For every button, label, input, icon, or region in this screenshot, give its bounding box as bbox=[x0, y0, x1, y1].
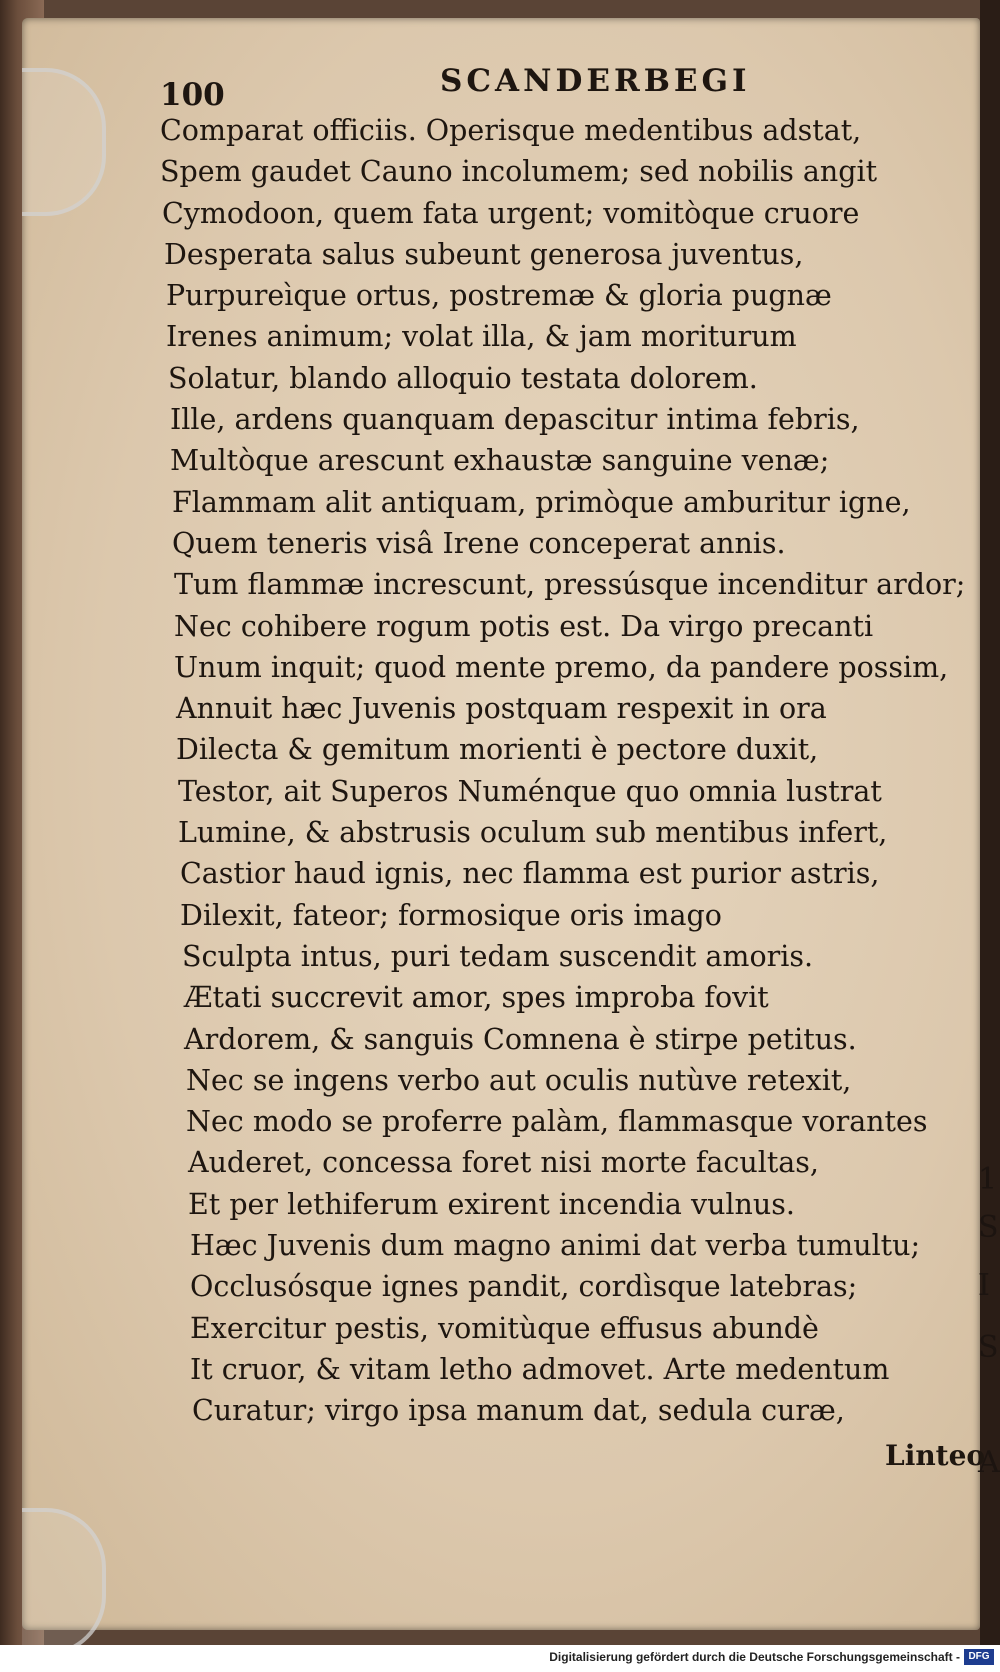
page-number: 100 bbox=[160, 77, 225, 113]
verse-line: Exercitur pestis, vomitùque effusus abundè bbox=[190, 1311, 819, 1345]
verse-line: Sculpta intus, puri tedam suscendit amoris. bbox=[182, 939, 814, 973]
verse-line: Lumine, & abstrusis oculum sub mentibus infert, bbox=[178, 816, 888, 850]
page-header bbox=[160, 55, 970, 113]
verse-line: Et per lethiferum exirent incendia vulnus. bbox=[188, 1187, 795, 1221]
funding-credit: Digitalisierung gefördert durch die Deutsche Forschungsgemeinschaft - bbox=[549, 1650, 960, 1664]
verse-line: Dilexit, fateor; formosique oris imago bbox=[180, 898, 722, 932]
verse-list bbox=[160, 110, 970, 1432]
verse-line: Castior haud ignis, nec flamma est purior astris, bbox=[180, 857, 880, 891]
verse-line: Comparat officiis. Operisque medentibus adstat, bbox=[160, 114, 862, 147]
verse-line: Unum inquit; quod mente premo, da pandere possim, bbox=[174, 650, 949, 684]
verse-line: Curatur; virgo ipsa manum dat, sedula curæ, bbox=[192, 1394, 845, 1428]
verse-line: Ardorem, & sanguis Comnena è stirpe petitus. bbox=[184, 1022, 857, 1056]
verse-line: Ætati succrevit amor, spes improba fovit bbox=[184, 981, 769, 1015]
facing-page-fragment: S bbox=[978, 1210, 999, 1245]
verse-line: Testor, ait Superos Numénque quo omnia lustrat bbox=[178, 774, 882, 808]
page-clip-bottom bbox=[22, 1508, 106, 1645]
running-title: SCANDERBEGI bbox=[440, 63, 751, 99]
verse-line: It cruor, & vitam letho admovet. Arte medentum bbox=[190, 1352, 890, 1386]
verse-line: Occlusósque ignes pandit, cordìsque latebras; bbox=[190, 1270, 858, 1304]
footer bbox=[0, 1645, 1000, 1672]
page-text bbox=[160, 55, 970, 1432]
verse-line: Purpureìque ortus, postremæ & gloria pugnæ bbox=[166, 279, 832, 313]
facing-page-fragment: A bbox=[978, 1445, 1000, 1480]
verse-line: Auderet, concessa foret nisi morte facultas, bbox=[188, 1146, 819, 1180]
verse-line: Nec cohibere rogum potis est. Da virgo precanti bbox=[174, 609, 874, 643]
facing-page-fragment: S bbox=[978, 1330, 999, 1365]
facing-page-fragment: 1 bbox=[978, 1162, 998, 1197]
verse-line: Cymodoon, quem fata urgent; vomitòque cruore bbox=[162, 196, 860, 230]
verse-line: Desperata salus subeunt generosa juventus, bbox=[164, 237, 804, 271]
verse-line: Tum flammæ increscunt, pressúsque incenditur ardor; bbox=[174, 568, 966, 602]
verse-line: Solatur, blando alloquio testata dolorem. bbox=[168, 361, 758, 395]
verse-line: Quem teneris visâ Irene conceperat annis. bbox=[172, 526, 786, 560]
verse-line: Flammam alit antiquam, primòque amburitur igne, bbox=[172, 485, 911, 519]
verse-line: Annuit hæc Juvenis postquam respexit in ora bbox=[176, 692, 827, 726]
facing-page-edge bbox=[980, 0, 1000, 1645]
verse-line: Spem gaudet Cauno incolumem; sed nobilis angit bbox=[160, 155, 878, 189]
verse-line: Dilecta & gemitum morienti è pectore duxit, bbox=[176, 733, 819, 767]
page-clip-top bbox=[22, 68, 106, 216]
verse-line: Nec modo se proferre palàm, flammasque vorantes bbox=[186, 1105, 928, 1139]
facing-page-fragment: I bbox=[978, 1268, 990, 1303]
catchword: Linteo bbox=[885, 1439, 986, 1472]
verse-line: Ille, ardens quanquam depascitur intima febris, bbox=[170, 403, 860, 437]
verse-line: Nec se ingens verbo aut oculis nutùve retexit, bbox=[186, 1063, 852, 1097]
dfg-logo: DFG bbox=[964, 1649, 994, 1665]
verse-line: Multòque arescunt exhaustæ sanguine venæ; bbox=[170, 444, 830, 478]
verse-line: Hæc Juvenis dum magno animi dat verba tumultu; bbox=[190, 1229, 921, 1263]
verse-line: Irenes animum; volat illa, & jam moriturum bbox=[166, 320, 797, 354]
